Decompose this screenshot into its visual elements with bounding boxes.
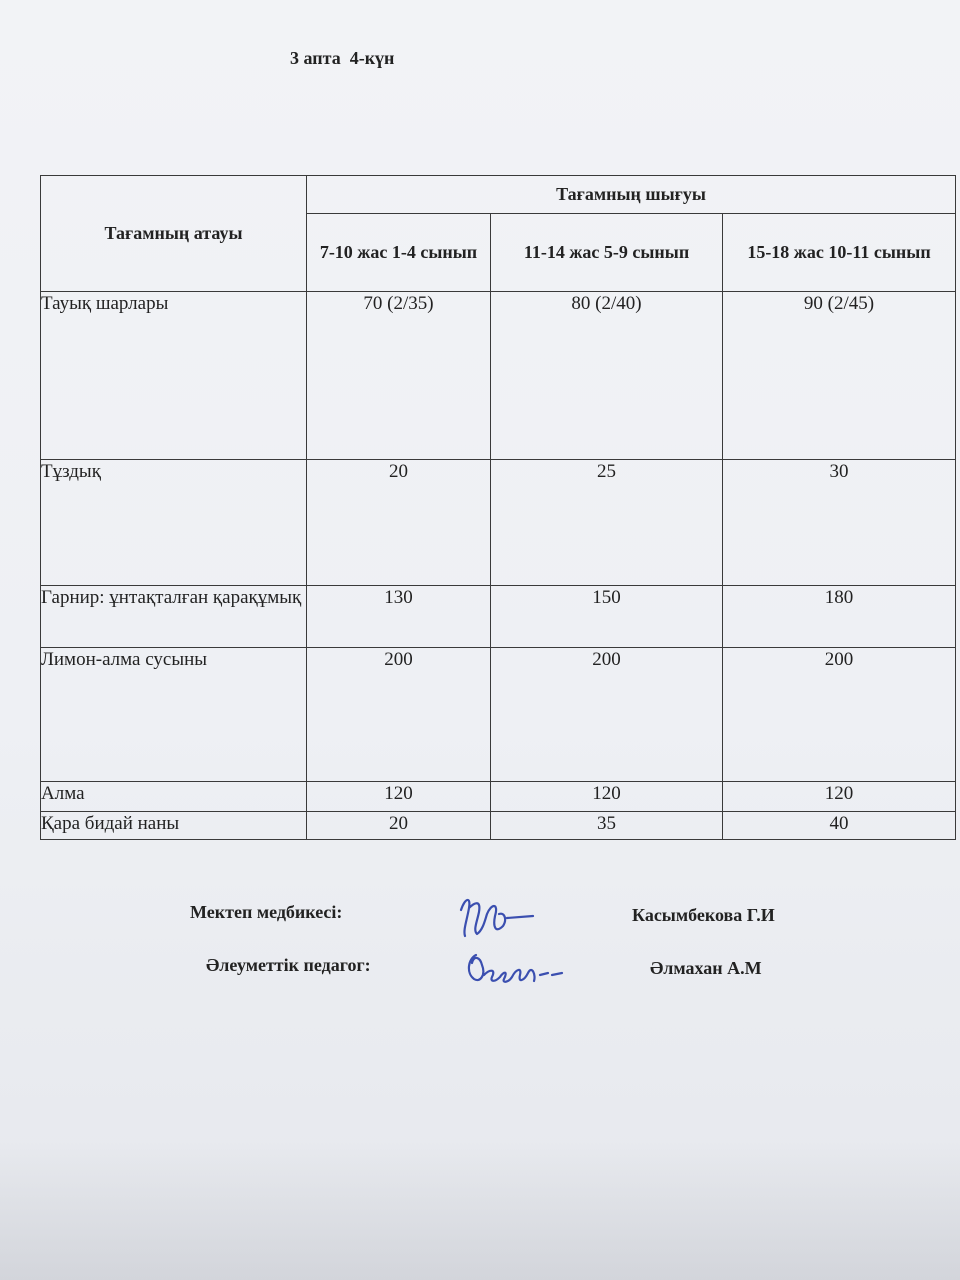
dish-name: Лимон-алма сусыны xyxy=(41,648,307,782)
table-header-row xyxy=(41,176,956,214)
portion-value: 30 xyxy=(723,460,956,586)
dish-name: Тұздық xyxy=(41,460,307,586)
dish-name: Қара бидай наны xyxy=(41,812,307,840)
portion-value: 120 xyxy=(723,782,956,812)
table-row xyxy=(41,648,956,782)
portion-value: 200 xyxy=(723,648,956,782)
table-row xyxy=(41,460,956,586)
dish-name: Гарнир: ұнтақталған қарақұмық xyxy=(41,586,307,648)
portion-value: 200 xyxy=(307,648,491,782)
header-dish-name: Тағамның атауы xyxy=(41,176,307,292)
portion-value: 80 (2/40) xyxy=(491,292,723,460)
pedagog-signature-icon xyxy=(462,945,572,995)
portion-value: 90 (2/45) xyxy=(723,292,956,460)
portion-value: 25 xyxy=(491,460,723,586)
table-row xyxy=(41,812,956,840)
portion-value: 120 xyxy=(491,782,723,812)
portion-value: 40 xyxy=(723,812,956,840)
header-age-group-2: 11-14 жас 5-9 сынып xyxy=(491,214,723,292)
portion-value: 20 xyxy=(307,460,491,586)
table-row xyxy=(41,782,956,812)
portion-value: 35 xyxy=(491,812,723,840)
portion-value: 70 (2/35) xyxy=(307,292,491,460)
page-title: 3 апта 4-күн xyxy=(290,48,395,68)
nurse-name: Касымбекова Г.И xyxy=(632,905,775,925)
dish-name: Тауық шарлары xyxy=(41,292,307,460)
portion-value: 120 xyxy=(307,782,491,812)
pedagog-label: Әлеуметтік педагог: xyxy=(206,955,371,975)
header-age-group-1: 7-10 жас 1-4 сынып xyxy=(307,214,491,292)
header-age-group-3: 15-18 жас 10-11 сынып xyxy=(723,214,956,292)
portion-value: 180 xyxy=(723,586,956,648)
header-yield: Тағамның шығуы xyxy=(307,176,956,214)
portion-value: 200 xyxy=(491,648,723,782)
nurse-label: Мектеп медбикесі: xyxy=(190,902,343,922)
portion-value: 130 xyxy=(307,586,491,648)
portion-value: 150 xyxy=(491,586,723,648)
table-row xyxy=(41,292,956,460)
portion-value: 20 xyxy=(307,812,491,840)
pedagog-name: Әлмахан А.М xyxy=(650,958,762,978)
dish-name: Алма xyxy=(41,782,307,812)
menu-table xyxy=(40,175,956,840)
nurse-signature-icon xyxy=(455,890,545,946)
table-row xyxy=(41,586,956,648)
